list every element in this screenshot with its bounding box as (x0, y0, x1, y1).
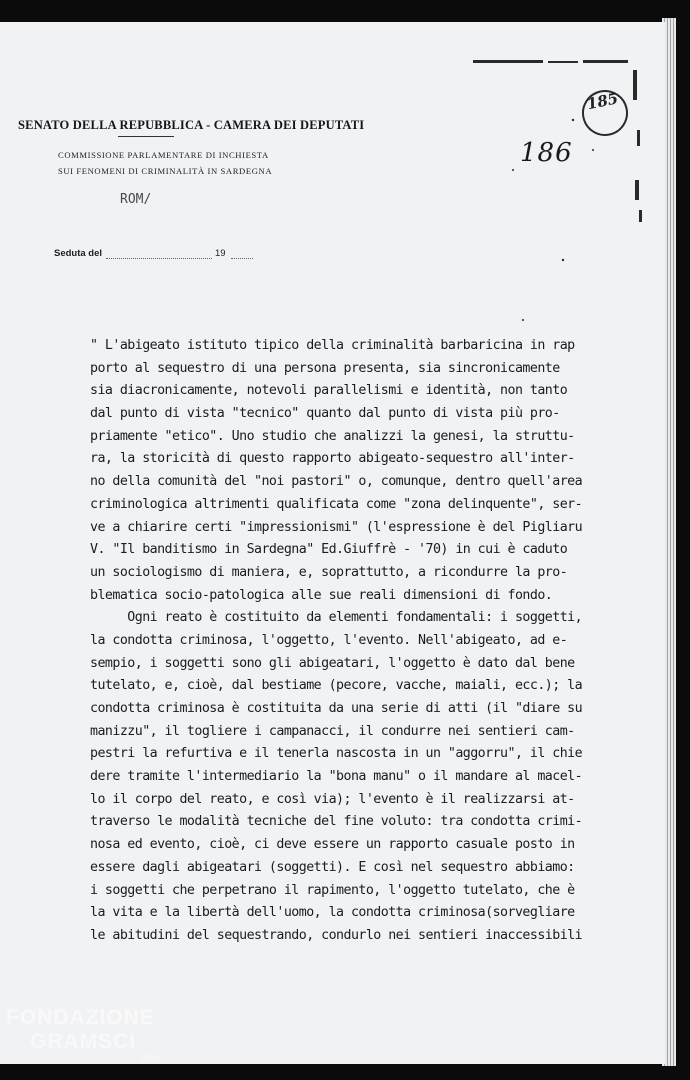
text-line: tutelato, e, cioè, dal bestiame (pecore, vacche, maiali, ecc.); la (90, 678, 583, 694)
text-line: pestri la refurtiva e il tenerla nascosta in un "aggorru", il chie (90, 746, 583, 762)
text-line: dere tramite l'intermediario la "bona manu" o il mandare al macel- (90, 769, 583, 785)
text-line: la condotta criminosa, l'oggetto, l'evento. Nell'abigeato, ad e- (90, 632, 568, 648)
text-line: no della comunità del "noi pastori" o, comunque, dentro quell'area (90, 474, 583, 490)
text-line: dal punto di vista "tecnico" quanto dal punto di vista più pro- (90, 406, 560, 422)
reference-code: ROM/ (120, 192, 152, 207)
seduta-label: Seduta del (54, 248, 103, 259)
text-line: porto al sequestro di una persona presenta, sia sincronicamente (90, 360, 560, 376)
seduta-year: 19 (215, 248, 226, 259)
handwritten-page-number: 186 (520, 138, 573, 168)
text-line: nosa ed evento, cioè, ci deve essere un rapporto casuale posto in (90, 837, 575, 853)
body-text (90, 335, 630, 948)
seduta-date-blank (106, 258, 212, 259)
text-line: priamente "etico". Uno studio che analizzi la genesi, la struttu- (90, 428, 575, 444)
text-line: le abitudini del sequestrando, condurlo nei sentieri inaccessibili (90, 927, 583, 943)
text-line: " L'abigeato istituto tipico della criminalità barbaricina in rap (90, 338, 575, 353)
text-line: lo il corpo del reato, e così via); l'evento è il realizzarsi at- (90, 791, 575, 807)
watermark-line-2: GRAMSCI (30, 1030, 137, 1053)
commission-line-2: SUI FENOMENI DI CRIMINALITÀ IN SARDEGNA (58, 166, 273, 176)
document-page (0, 22, 665, 1064)
text-line: condotta criminosa è costituita da una serie di atti (il "diare su (90, 701, 583, 716)
text-line: sempio, i soggetti sono gli abigeatari, l'oggetto è dato dal bene (90, 655, 575, 671)
text-line: blematica socio-patologica alle sue reali dimensioni di fondo. (90, 587, 553, 603)
text-line: criminologica altrimenti qualificata come "zona delinquente", ser- (90, 496, 583, 512)
text-line: la vita e la libertà dell'uomo, la condotta criminosa(sorvegliare (90, 905, 575, 921)
text-line: un sociologismo di maniera, e, soprattutto, a ricondurre la pro- (90, 564, 568, 580)
header-divider (118, 136, 174, 137)
text-line: V. "Il banditismo in Sardegna" Ed.Giuffrè - '70) in cui è caduto (90, 542, 568, 558)
watermark-line-1: FONDAZIONE (6, 1006, 155, 1029)
text-line: traverso le modalità tecniche del fine voluto: tra condotta crimi- (90, 814, 583, 830)
seduta-year-blank (231, 258, 253, 259)
watermark-line-3: onlus (140, 1052, 162, 1062)
text-line: i soggetti che perpetrano il rapimento, l'oggetto tutelato, che è (90, 882, 575, 898)
text-line: essere dagli abigeatari (soggetti). E così nel sequestro abbiamo: (90, 859, 575, 875)
text-line: manizzu", il togliere i campanacci, il condurre nei sentieri cam- (90, 723, 575, 739)
stamp-number: 185 (585, 89, 620, 114)
text-line: ra, la storicità di questo rapporto abigeato-sequestro all'inter- (90, 451, 575, 467)
commission-line-1: COMMISSIONE PARLAMENTARE DI INCHIESTA (58, 150, 269, 160)
text-line: sia diacronicamente, notevoli parallelismi e identità, non tanto (90, 383, 568, 399)
text-line: Ogni reato è costituito da elementi fondamentali: i soggetti, (90, 610, 583, 626)
text-line: ve a chiarire certi "impressionismi" (l'espressione è del Pigliaru (90, 519, 583, 535)
institution-title: SENATO DELLA REPUBBLICA - CAMERA DEI DEPUTATI (18, 118, 365, 132)
